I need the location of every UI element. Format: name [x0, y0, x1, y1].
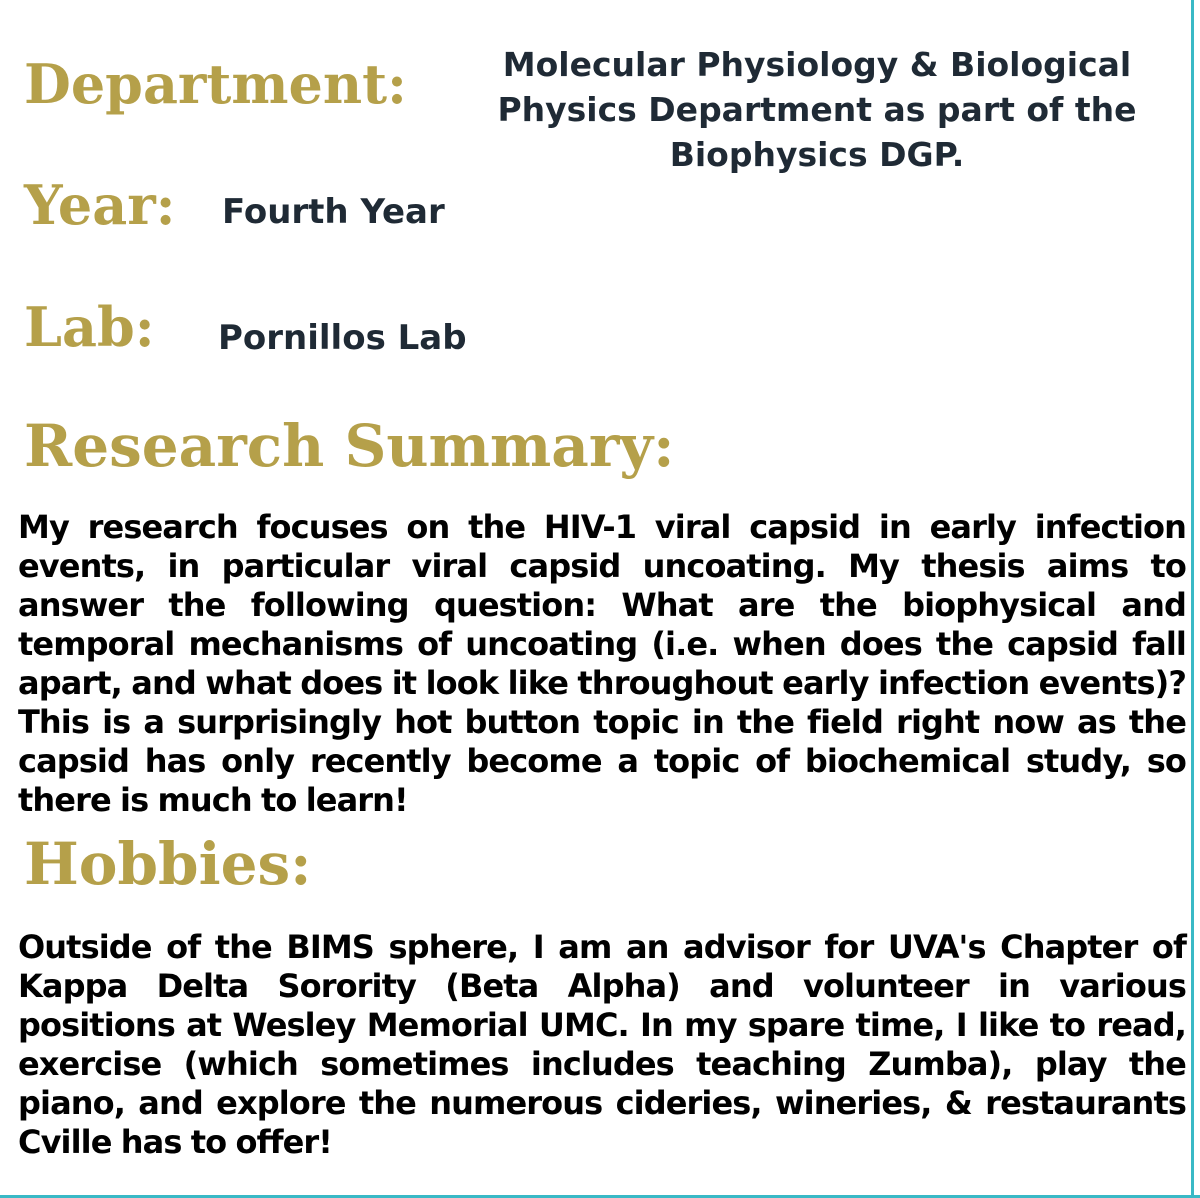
research-summary-text: My research focuses on the HIV-1 viral capsid in early infection events, in particular viral capsid uncoating. My thesis aims to answer the following question: What are the biophysical and temporal mechanisms of uncoating (i.e. when does the capsid fall apart, and what does it look like throughout early infection events)? This is a surprisingly hot button topic in the field right now as the capsid has only recently become a topic of biochemical study, so there is much to learn! — [18, 508, 1186, 819]
department-value: Molecular Physiology & Biological Physics Department as part of the Biophysics DGP. — [497, 45, 1137, 174]
lab-value: Pornillos Lab — [218, 318, 467, 358]
hobbies-heading: Hobbies: — [24, 830, 312, 898]
year-heading: Year: — [24, 173, 176, 237]
hobbies-text: Outside of the BIMS sphere, I am an advisor for UVA's Chapter of Kappa Delta Sorority (Beta Alpha) and volunteer in various positions at Wesley Memorial UMC. In my spare time, I like to read, exercise (which sometimes includes teaching Zumba), play the piano, and explore the numerous cideries, wineries, & restaurants Cville has to offer! — [18, 928, 1186, 1161]
department-heading: Department: — [24, 52, 407, 116]
research-summary-heading: Research Summary: — [24, 412, 675, 480]
lab-heading: Lab: — [24, 295, 155, 359]
right-border-line — [1191, 0, 1194, 1198]
year-value: Fourth Year — [222, 192, 445, 232]
